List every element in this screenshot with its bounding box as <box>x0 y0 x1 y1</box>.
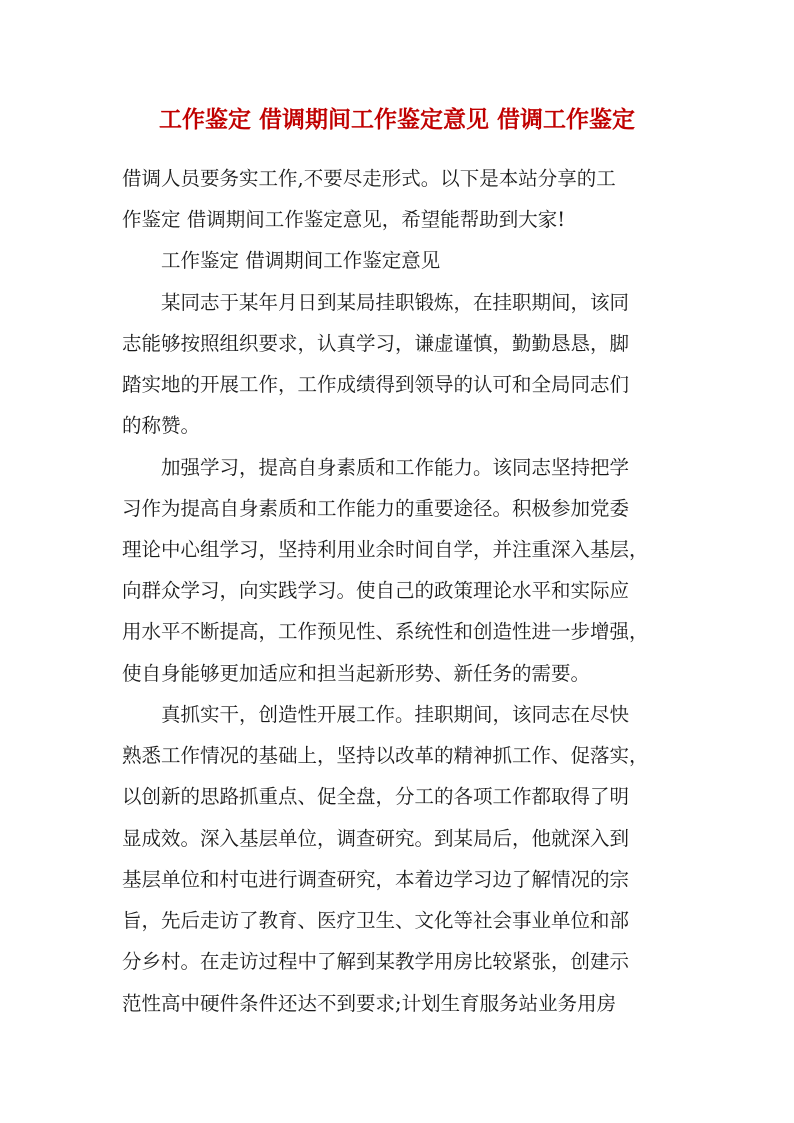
body-line: 以创新的思路抓重点、促全盘，分工的各项工作都取得了明 <box>122 785 630 808</box>
body-line: 范性高中硬件条件还达不到要求;计划生育服务站业务用房 <box>122 992 617 1015</box>
body-line: 旨，先后走访了教育、医疗卫生、文化等社会事业单位和部 <box>122 909 630 932</box>
body-line: 用水平不断提高，工作预见性、系统性和创造性进一步增强， <box>122 620 649 643</box>
body-line: 借调人员要务实工作,不要尽走形式。以下是本站分享的工 <box>122 167 616 190</box>
body-line: 踏实地的开展工作，工作成绩得到领导的认可和全局同志们 <box>122 373 630 396</box>
body-line: 加强学习，提高自身素质和工作能力。该同志坚持把学 <box>161 456 630 479</box>
body-line: 习作为提高自身素质和工作能力的重要途径。积极参加党委 <box>122 497 630 520</box>
body-line: 某同志于某年月日到某局挂职锻炼，在挂职期间，该同 <box>161 291 630 314</box>
document-title: 工作鉴定 借调期间工作鉴定意见 借调工作鉴定 <box>158 106 635 133</box>
body-line: 志能够按照组织要求，认真学习，谦虚谨慎，勤勤恳恳，脚 <box>122 332 630 355</box>
section-heading: 工作鉴定 借调期间工作鉴定意见 <box>161 249 441 272</box>
body-line: 向群众学习，向实践学习。使自己的政策理论水平和实际应 <box>122 579 630 602</box>
body-line: 显成效。深入基层单位，调查研究。到某局后，他就深入到 <box>122 827 630 850</box>
body-line: 分乡村。在走访过程中了解到某教学用房比较紧张，创建示 <box>122 950 630 973</box>
body-line: 作鉴定 借调期间工作鉴定意见，希望能帮助到大家! <box>122 208 566 231</box>
body-line: 的称赞。 <box>122 414 201 437</box>
body-line: 使自身能够更加适应和担当起新形势、新任务的需要。 <box>122 662 591 685</box>
body-line: 基层单位和村屯进行调查研究，本着边学习边了解情况的宗 <box>122 868 630 891</box>
body-line: 真抓实干，创造性开展工作。挂职期间，该同志在尽快 <box>161 703 630 726</box>
body-line: 熟悉工作情况的基础上，坚持以改革的精神抓工作、促落实， <box>122 744 649 767</box>
body-line: 理论中心组学习，坚持利用业余时间自学，并注重深入基层， <box>122 538 649 561</box>
